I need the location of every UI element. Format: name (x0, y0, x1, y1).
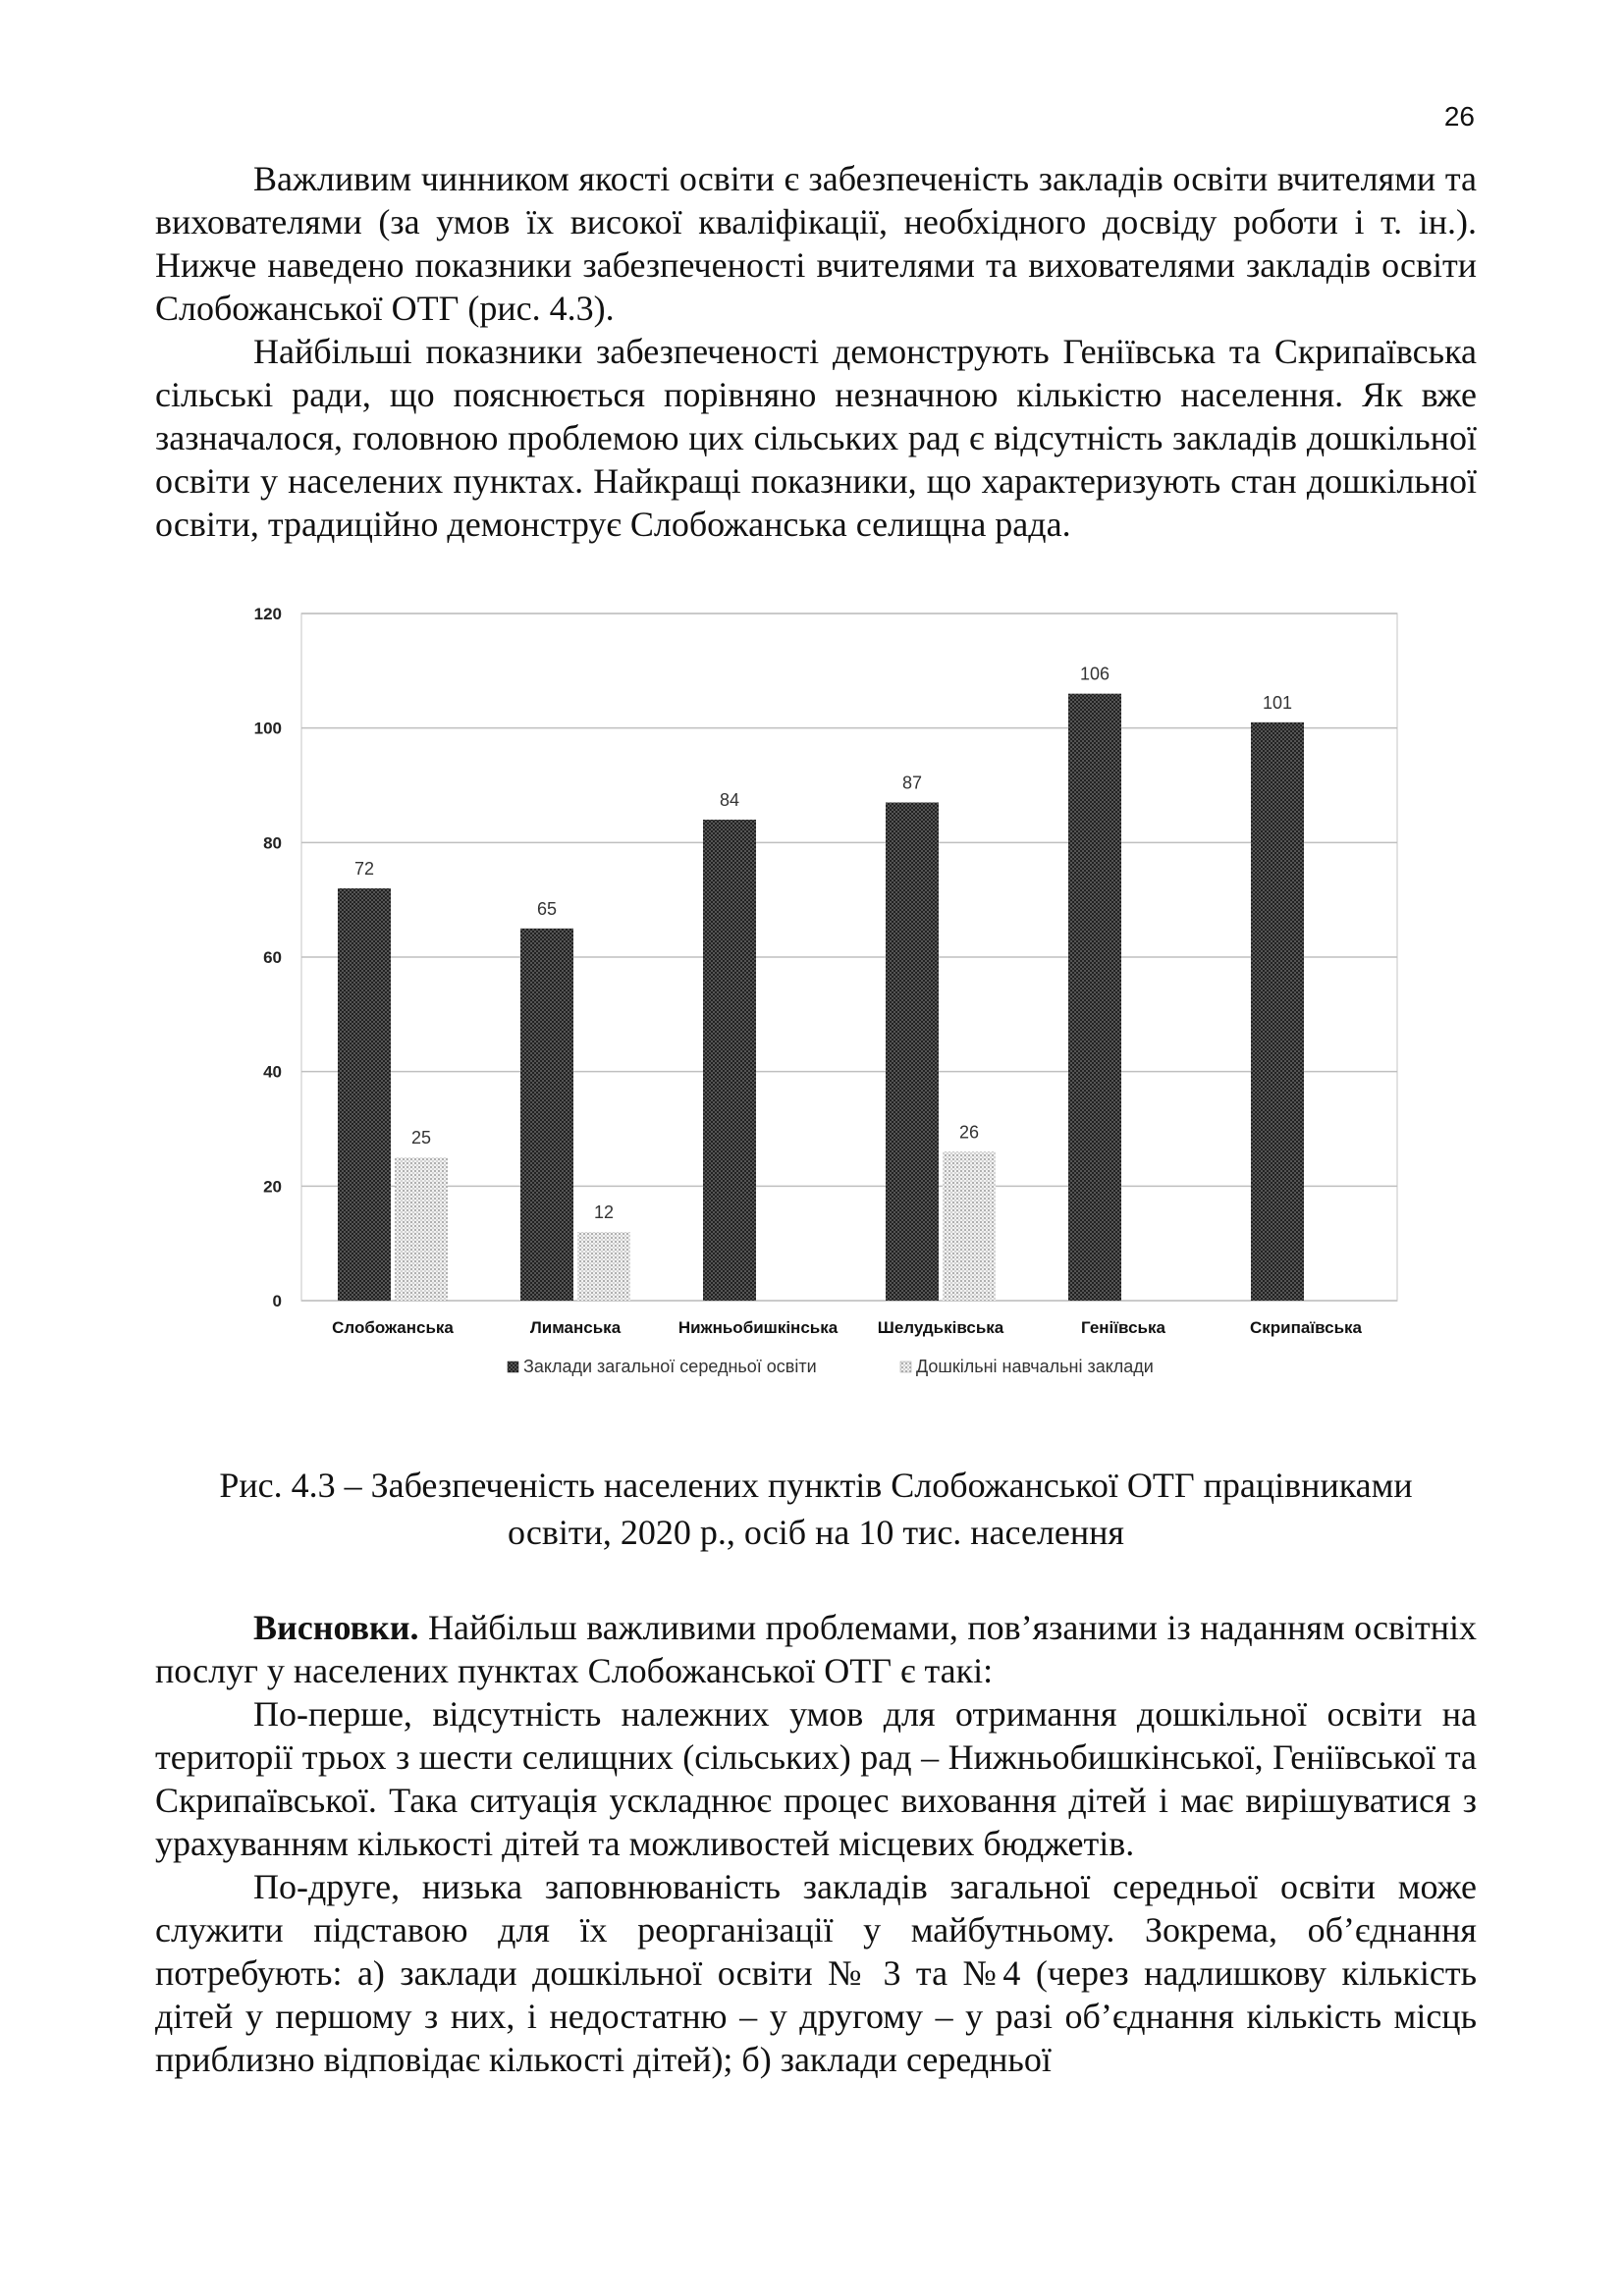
data-label: 84 (719, 790, 740, 810)
bar-general-schools (338, 888, 391, 1301)
bar-preschools (395, 1157, 448, 1301)
data-label: 106 (1079, 664, 1110, 684)
x-tick-label: Шелудьківська (877, 1318, 1004, 1337)
paragraph: Найбільші показники забезпеченості демонструють Геніївська та Скрипаївська сільські ради, що пояснюється порівняно незначною кількістю населення. Як вже зазначалося, головною проблемою цих сільських рад є відсутність закладів дошкільної освіти у населених пунктах. Найкращі показники, що характеризують стан дошкільної освіти, традиційно демонструє Слобожанська селищна рада. (155, 332, 1477, 544)
data-label: 101 (1262, 692, 1293, 713)
conclusions-heading: Висновки. (253, 1608, 419, 1647)
conclusions-intro (155, 1606, 1477, 1692)
paragraph: Важливим чинником якості освіти є забезпеченість закладів освіти вчителями та вихователями (за умов їх високої кваліфікації, необхідного досвіду роботи і т. ін.). Нижче наведено показники забезпеченості вчителями та вихователями закладів освіти Слобожанської ОТГ (рис. 4.3). (155, 159, 1477, 328)
data-label: 26 (958, 1122, 980, 1143)
page-number: 26 (1443, 101, 1475, 132)
y-tick-label: 100 (253, 719, 282, 738)
conclusions-intro-text: Найбільш важливими проблемами, пов’язаними із наданням освітніх послуг у населених пунктах Слобожанської ОТГ є такі: (155, 1608, 1477, 1690)
y-tick-label: 60 (263, 948, 282, 967)
y-tick-label: 120 (253, 605, 282, 623)
y-tick-label: 0 (272, 1292, 282, 1310)
x-tick-label: Лиманська (529, 1318, 622, 1337)
bar-general-schools (886, 803, 939, 1302)
bar-chart (226, 601, 1424, 1401)
x-tick-label: Слобожанська (332, 1318, 454, 1337)
x-tick-label: Скрипаївська (1249, 1318, 1363, 1337)
data-label: 65 (536, 898, 558, 919)
intro-text (155, 157, 1477, 546)
bar-general-schools (1251, 722, 1304, 1301)
figure-caption (155, 1462, 1477, 1556)
conclusions-text (155, 1606, 1477, 2081)
legend-label: Дошкільні навчальні заклади (916, 1357, 1154, 1376)
caption-line-2: освіти, 2020 р., осіб на 10 тис. населення (508, 1513, 1124, 1552)
data-label: 72 (353, 859, 375, 879)
data-label: 12 (593, 1202, 615, 1222)
x-tick-label: Нижньобишкінська (677, 1318, 839, 1337)
y-tick-label: 40 (263, 1062, 282, 1082)
x-tick-label: Геніївська (1081, 1318, 1165, 1337)
data-label: 87 (901, 773, 923, 793)
legend-label: Заклади загальної середньої освіти (523, 1357, 817, 1376)
bar-preschools (943, 1151, 996, 1301)
y-tick-label: 20 (263, 1177, 282, 1197)
bar-general-schools (703, 820, 756, 1301)
caption-line-1: Рис. 4.3 – Забезпеченість населених пунктів Слобожанської ОТГ працівниками (219, 1466, 1413, 1505)
bar-preschools (577, 1232, 630, 1301)
legend-swatch (508, 1362, 518, 1372)
paragraph: По-друге, низька заповнюваність закладів загальної середньої освіти може служити підставою для їх реорганізації у майбутньому. Зокрема, об’єднання потребують: а) заклади дошкільної освіти № 3 та №4 (через надлишкову кількість дітей у першому з них, і недостатню – у другому – у разі об’єднання кількість місць приблизно відповідає кількості дітей); б) заклади середньої (155, 1867, 1477, 2079)
y-tick-label: 80 (263, 833, 282, 853)
bar-general-schools (520, 929, 573, 1301)
bar-general-schools (1068, 694, 1121, 1301)
paragraph: По-перше, відсутність належних умов для отримання дошкільної освіти на території трьох з шести селищних (сільських) рад – Нижньобишкінської, Геніївської та Скрипаївської. Така ситуація ускладнює процес виховання дітей і має вирішуватися з урахуванням кількості дітей та можливостей місцевих бюджетів. (155, 1694, 1477, 1863)
bar-chart-svg (226, 601, 1424, 1401)
legend-swatch (900, 1362, 911, 1372)
data-label: 25 (410, 1128, 432, 1148)
